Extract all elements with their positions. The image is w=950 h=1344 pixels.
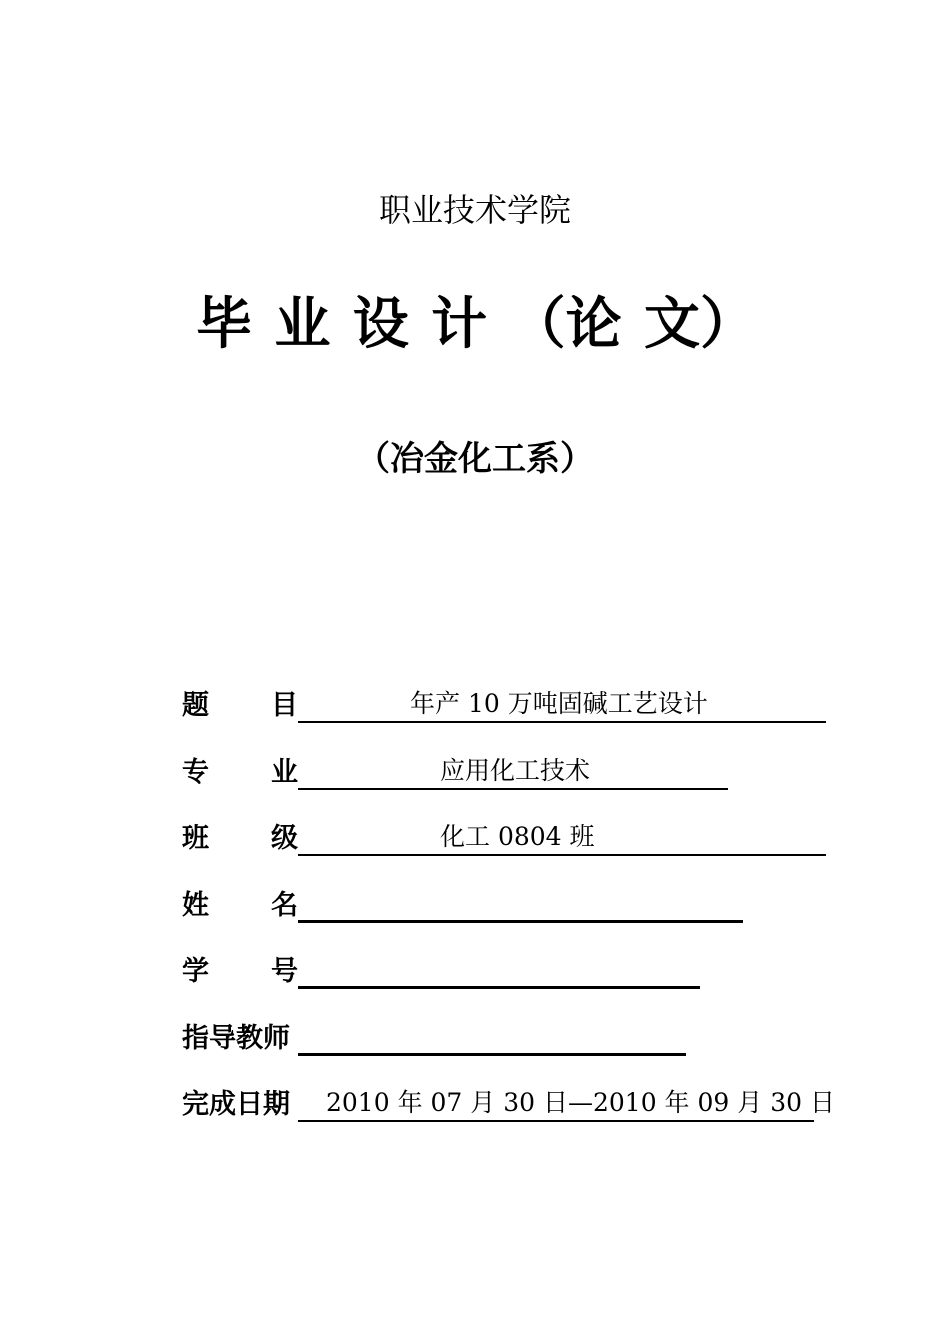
field-major-line [298, 754, 728, 790]
field-topic [182, 683, 826, 723]
field-completion-date [182, 1082, 835, 1122]
thesis-title-char: 文） [643, 292, 756, 357]
field-topic-label: 题 目 [182, 690, 298, 721]
field-student-id-line [298, 952, 700, 989]
field-major [182, 750, 728, 790]
field-topic-value: 年产 10 万吨固碱工艺设计 [410, 689, 708, 718]
field-name-line [298, 886, 743, 923]
thesis-title-char: 业 [274, 292, 331, 357]
field-advisor-label: 指导教师 [182, 1023, 290, 1054]
thesis-title-char: 设 [352, 292, 409, 357]
field-class-label: 班 级 [182, 823, 298, 854]
department-name: （冶金化工系） [356, 439, 594, 479]
field-topic-line [298, 687, 826, 723]
field-completion-date-label: 完成日期 [182, 1089, 290, 1120]
field-student-id-label: 学 号 [182, 956, 298, 987]
field-advisor-line [298, 1019, 686, 1056]
thesis-title-char: （论 [509, 292, 622, 357]
thesis-title-char: 毕 [196, 292, 252, 357]
field-student-id [182, 949, 700, 989]
field-class [182, 816, 826, 856]
field-name-label: 姓 名 [182, 890, 298, 921]
field-major-value: 应用化工技术 [440, 756, 591, 785]
field-major-label: 专 业 [182, 757, 298, 788]
field-advisor [182, 1016, 686, 1056]
field-class-line [298, 820, 826, 856]
field-completion-date-line [298, 1086, 835, 1122]
school-name: 职业技术学院 [378, 191, 571, 229]
thesis-title-char: 计 [431, 292, 488, 357]
field-class-value: 化工 0804 班 [440, 822, 595, 851]
field-name [182, 883, 743, 923]
thesis-title [196, 290, 756, 360]
field-completion-date-value: 2010 年 07 月 30 日—2010 年 09 月 30 日 [326, 1088, 835, 1117]
